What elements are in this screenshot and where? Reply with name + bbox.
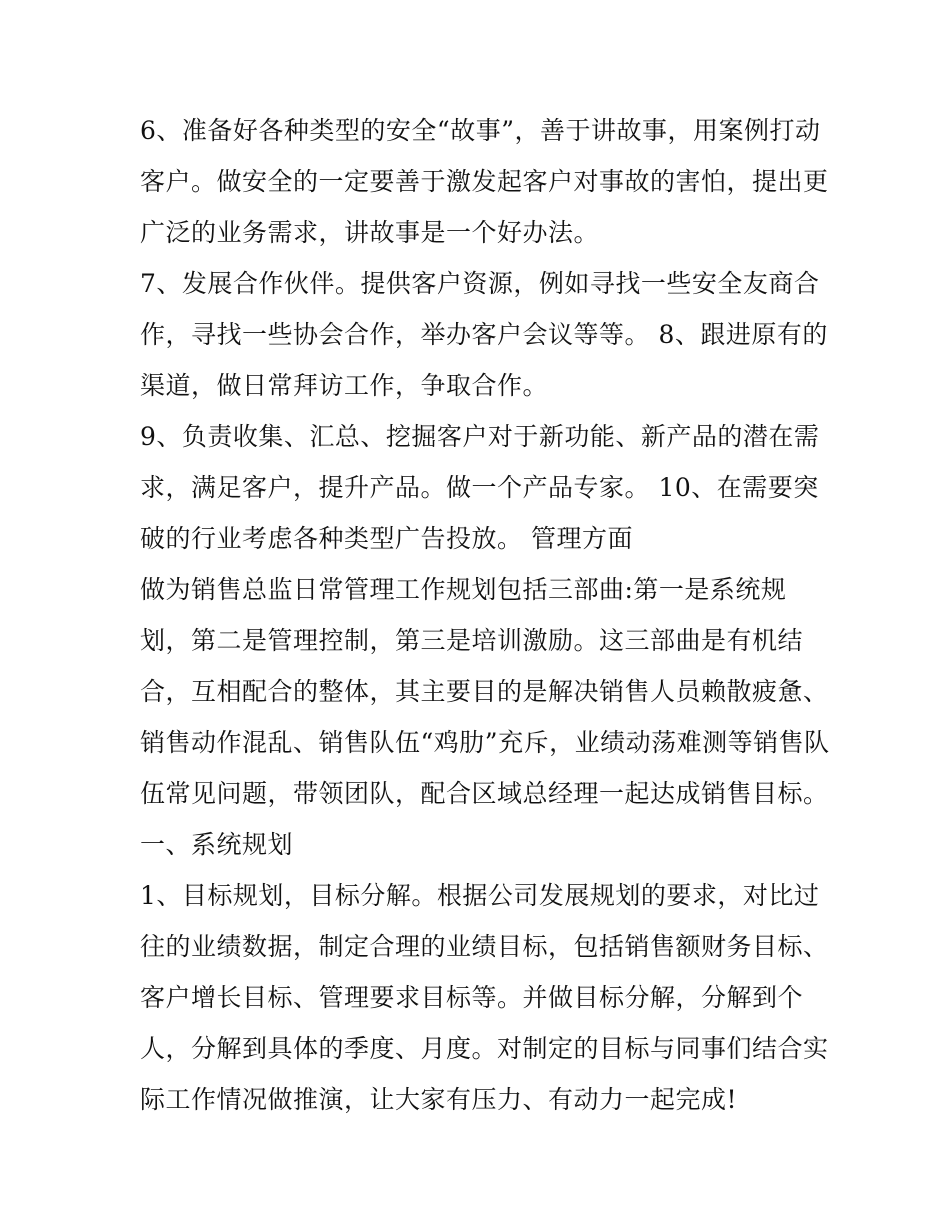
- text-line: 往的业绩数据，制定合理的业绩目标，包括销售额财务目标、: [140, 932, 829, 961]
- text-line: 7、发展合作伙伴。提供客户资源，例如寻找一些安全友商合: [140, 269, 820, 298]
- text-line: 作，寻找一些协会合作，举办客户会议等等。 8、跟进原有的: [140, 320, 828, 349]
- text-line: 广泛的业务需求，讲故事是一个好办法。: [140, 218, 600, 247]
- text-line: 求，满足客户，提升产品。做一个产品专家。 10、在需要突: [140, 473, 819, 502]
- text-line: 破的行业考虑各种类型广告投放。 管理方面: [140, 524, 633, 553]
- text-line: 6、准备好各种类型的安全“故事”，善于讲故事，用案例打动: [140, 116, 821, 145]
- text-line: 做为销售总监日常管理工作规划包括三部曲:第一是系统规: [140, 575, 787, 604]
- text-line: 销售动作混乱、销售队伍“鸡肋”充斥，业绩动荡难测等销售队: [140, 728, 830, 757]
- text-line: 划，第二是管理控制，第三是培训激励。这三部曲是有机结: [140, 626, 804, 655]
- text-line: 伍常见问题，带领团队，配合区域总经理一起达成销售目标。: [140, 779, 829, 808]
- text-line: 1、目标规划，目标分解。根据公司发展规划的要求，对比过: [140, 881, 820, 910]
- section-heading: 一、系统规划: [140, 830, 294, 859]
- text-line: 合，互相配合的整体，其主要目的是解决销售人员赖散疲惫、: [140, 677, 829, 706]
- text-line: 际工作情况做推演，让大家有压力、有动力一起完成!: [140, 1085, 738, 1114]
- text-line: 9、负责收集、汇总、挖掘客户对于新功能、新产品的潜在需: [140, 422, 820, 451]
- text-line: 客户增长目标、管理要求目标等。并做目标分解，分解到个: [140, 983, 804, 1012]
- document-body: [140, 105, 830, 1125]
- text-line: 渠道，做日常拜访工作，争取合作。: [140, 371, 549, 400]
- text-line: 人，分解到具体的季度、月度。对制定的目标与同事们结合实: [140, 1034, 829, 1063]
- text-line: 客户。做安全的一定要善于激发起客户对事故的害怕，提出更: [140, 167, 829, 196]
